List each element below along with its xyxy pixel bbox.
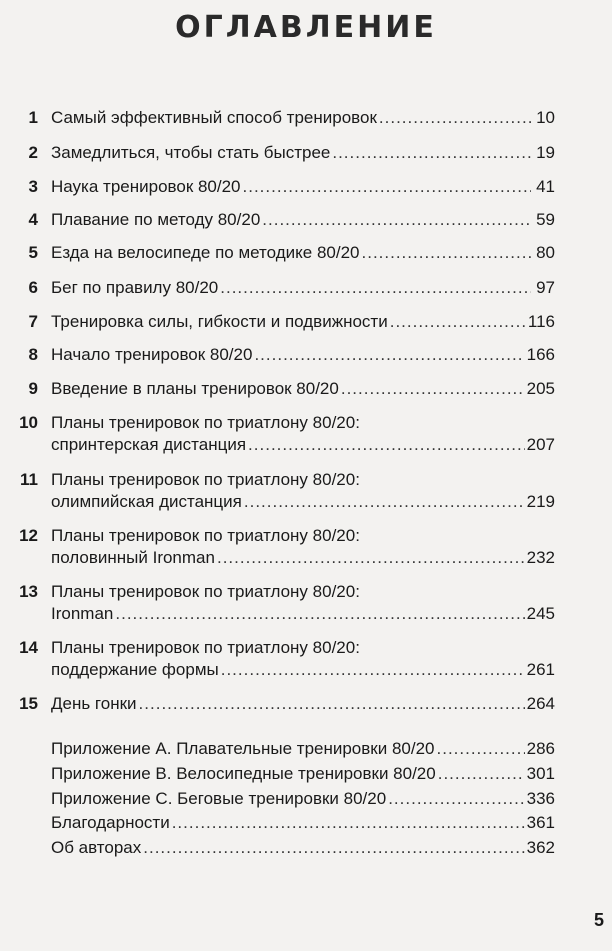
page-ref: 41 bbox=[536, 177, 555, 196]
page-ref: 232 bbox=[526, 548, 555, 567]
leader-dots bbox=[262, 210, 531, 230]
page-ref: 59 bbox=[536, 210, 555, 229]
chapter-title: День гонки bbox=[51, 694, 137, 713]
leader-dots bbox=[341, 379, 525, 399]
leader-dots bbox=[379, 108, 531, 128]
toc-line bbox=[51, 548, 555, 568]
leader-dots bbox=[217, 548, 525, 568]
chapter-number: 10 bbox=[19, 413, 38, 432]
toc-line: Планы тренировок по триатлону 80/20: bbox=[51, 526, 360, 545]
leader-dots bbox=[220, 278, 531, 298]
chapter-number: 15 bbox=[19, 694, 38, 713]
leader-dots bbox=[332, 143, 531, 163]
leader-dots bbox=[243, 177, 531, 197]
chapter-title: Начало тренировок 80/20 bbox=[51, 345, 253, 364]
chapter-number: 6 bbox=[28, 278, 38, 297]
toc-line: Планы тренировок по триатлону 80/20: bbox=[51, 470, 360, 489]
page-ref: 264 bbox=[526, 694, 555, 713]
leader-dots bbox=[115, 604, 524, 624]
toc-line bbox=[51, 492, 555, 512]
leader-dots bbox=[139, 694, 525, 714]
toc-line bbox=[51, 177, 555, 197]
page-ref: 80 bbox=[536, 243, 555, 262]
chapter-title: поддержание формы bbox=[51, 660, 219, 679]
chapter-number: 2 bbox=[28, 143, 38, 162]
leader-dots bbox=[362, 243, 532, 263]
toc-line bbox=[51, 813, 555, 833]
appendix-title: Приложение А. Плавательные тренировки 80/20 bbox=[51, 739, 435, 758]
page-number: 5 bbox=[593, 910, 604, 930]
chapter-number: 3 bbox=[28, 177, 38, 196]
page-title: ОГЛАВЛЕНИЕ bbox=[175, 10, 437, 45]
toc-line bbox=[51, 210, 555, 230]
chapter-number: 12 bbox=[19, 526, 38, 545]
page-ref: 97 bbox=[536, 278, 555, 297]
appendix-title: Приложение С. Беговые тренировки 80/20 bbox=[51, 789, 387, 808]
toc-line: Планы тренировок по триатлону 80/20: bbox=[51, 413, 360, 432]
page-ref: 362 bbox=[526, 838, 555, 857]
page-ref: 245 bbox=[526, 604, 555, 623]
chapter-number: 1 bbox=[28, 108, 38, 127]
page-ref: 286 bbox=[526, 739, 555, 758]
page-ref: 361 bbox=[526, 813, 555, 832]
chapter-title: Введение в планы тренировок 80/20 bbox=[51, 379, 339, 398]
page-ref: 166 bbox=[526, 345, 555, 364]
toc-line bbox=[51, 345, 555, 365]
chapter-number: 4 bbox=[28, 210, 38, 229]
chapter-number: 5 bbox=[28, 243, 38, 262]
toc-line bbox=[51, 312, 555, 332]
chapter-title: Самый эффективный способ тренировок bbox=[51, 108, 377, 127]
chapter-number: 14 bbox=[19, 638, 38, 657]
leader-dots bbox=[438, 764, 525, 784]
chapter-title: Ironman bbox=[51, 604, 114, 623]
chapter-title: олимпийская дистанция bbox=[51, 492, 242, 511]
page-ref: 10 bbox=[536, 108, 555, 127]
page-ref: 205 bbox=[526, 379, 555, 398]
leader-dots bbox=[388, 789, 524, 809]
chapter-title: половинный Ironman bbox=[51, 548, 215, 567]
chapter-number: 8 bbox=[28, 345, 38, 364]
chapter-title: Тренировка силы, гибкости и подвижности bbox=[51, 312, 388, 331]
toc-line bbox=[51, 278, 555, 298]
toc-line bbox=[51, 108, 555, 128]
toc-line bbox=[51, 604, 555, 624]
toc-line bbox=[51, 660, 555, 680]
page-ref: 19 bbox=[536, 143, 555, 162]
toc-line bbox=[51, 379, 555, 399]
page-ref: 116 bbox=[527, 312, 555, 331]
leader-dots bbox=[390, 312, 526, 332]
toc-line bbox=[51, 789, 555, 809]
appendix-title: Приложение В. Велосипедные тренировки 80/20 bbox=[51, 764, 436, 783]
toc-line bbox=[51, 435, 555, 455]
leader-dots bbox=[172, 813, 525, 833]
page-ref: 219 bbox=[526, 492, 555, 511]
chapter-number: 7 bbox=[28, 312, 38, 331]
toc-line: Планы тренировок по триатлону 80/20: bbox=[51, 638, 360, 657]
leader-dots bbox=[221, 660, 525, 680]
page-ref: 301 bbox=[526, 764, 555, 783]
toc-line bbox=[51, 838, 555, 858]
appendix-title: Благодарности bbox=[51, 813, 170, 832]
chapter-title: Плавание по методу 80/20 bbox=[51, 210, 261, 229]
toc-line: Планы тренировок по триатлону 80/20: bbox=[51, 582, 360, 601]
appendix-title: Об авторах bbox=[51, 838, 142, 857]
chapter-title: Езда на велосипеде по методике 80/20 bbox=[51, 243, 360, 262]
toc-line bbox=[51, 694, 555, 714]
chapter-title: Замедлиться, чтобы стать быстрее bbox=[51, 143, 331, 162]
chapter-title: Бег по правилу 80/20 bbox=[51, 278, 219, 297]
chapter-title: спринтерская дистанция bbox=[51, 435, 247, 454]
toc-line bbox=[51, 739, 555, 759]
leader-dots bbox=[437, 739, 525, 759]
chapter-number: 9 bbox=[28, 379, 38, 398]
toc-line bbox=[51, 243, 555, 263]
page-ref: 261 bbox=[526, 660, 555, 679]
toc-line bbox=[51, 764, 555, 784]
page-ref: 336 bbox=[526, 789, 555, 808]
chapter-title: Наука тренировок 80/20 bbox=[51, 177, 241, 196]
chapter-number: 11 bbox=[20, 470, 38, 489]
page-ref: 207 bbox=[526, 435, 555, 454]
chapter-number: 13 bbox=[19, 582, 38, 601]
leader-dots bbox=[254, 345, 524, 365]
toc-line bbox=[51, 143, 555, 163]
leader-dots bbox=[143, 838, 524, 858]
leader-dots bbox=[244, 492, 525, 512]
leader-dots bbox=[248, 435, 525, 455]
